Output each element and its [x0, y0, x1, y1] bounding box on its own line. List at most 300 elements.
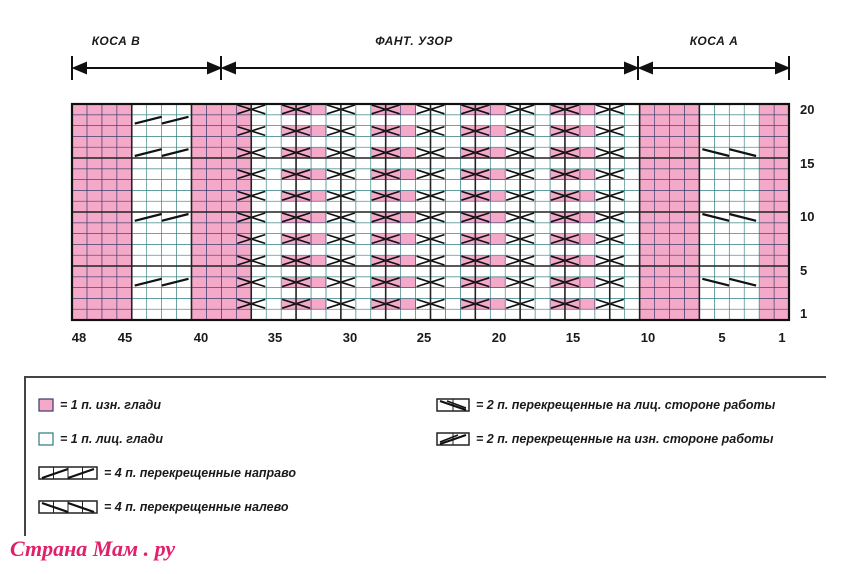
stitch-cell: [87, 169, 102, 180]
stitch-cell: [192, 266, 207, 277]
stitch-cell: [535, 266, 550, 277]
stitch-cell: [206, 136, 221, 147]
stitch-cell: [266, 255, 281, 266]
stitch-cell: [326, 115, 341, 126]
stitch-cell: [505, 309, 520, 320]
stitch-cell: [535, 115, 550, 126]
stitch-cell: [206, 158, 221, 169]
stitch-cell: [655, 288, 670, 299]
stitch-cell: [505, 223, 520, 234]
stitch-cell: [475, 115, 490, 126]
stitch-cell: [640, 180, 655, 191]
stitch-cell: [580, 309, 595, 320]
stitch-cell: [162, 298, 177, 309]
stitch-cell: [565, 158, 580, 169]
stitch-cell: [535, 298, 550, 309]
stitch-cell: [386, 115, 401, 126]
stitch-cell: [72, 212, 87, 223]
stitch-cell: [132, 126, 147, 137]
stitch-cell: [117, 158, 132, 169]
stitch-cell: [221, 104, 236, 115]
stitch-cell: [162, 266, 177, 277]
stitch-cell: [72, 234, 87, 245]
stitch-cell: [386, 158, 401, 169]
stitch-cell: [445, 255, 460, 266]
stitch-cell: [625, 169, 640, 180]
stitch-cell: [87, 201, 102, 212]
stitch-cell: [490, 190, 505, 201]
stitch-cell: [147, 309, 162, 320]
stitch-cell: [640, 158, 655, 169]
stitch-cell: [625, 201, 640, 212]
stitch-cell: [774, 309, 789, 320]
stitch-cell: [625, 234, 640, 245]
cross4-right-icon: [38, 466, 98, 480]
stitch-cell: [625, 126, 640, 137]
stitch-cell: [490, 201, 505, 212]
stitch-cell: [655, 180, 670, 191]
stitch-cell: [162, 180, 177, 191]
stitch-cell: [132, 201, 147, 212]
stitch-cell: [72, 266, 87, 277]
stitch-cell: [102, 104, 117, 115]
stitch-cell: [595, 136, 610, 147]
stitch-cell: [714, 169, 729, 180]
stitch-cell: [445, 244, 460, 255]
stitch-cell: [236, 136, 251, 147]
stitch-cell: [192, 298, 207, 309]
stitch-cell: [87, 126, 102, 137]
stitch-cell: [640, 115, 655, 126]
stitch-cell: [699, 298, 714, 309]
stitch-cell: [401, 115, 416, 126]
stitch-cell: [281, 180, 296, 191]
stitch-cell: [192, 180, 207, 191]
stitch-cell: [490, 115, 505, 126]
stitch-cell: [266, 288, 281, 299]
stitch-cell: [72, 223, 87, 234]
stitch-cell: [162, 244, 177, 255]
stitch-cell: [684, 147, 699, 158]
stitch-cell: [102, 277, 117, 288]
stitch-cell: [460, 201, 475, 212]
stitch-cell: [311, 298, 326, 309]
stitch-cell: [535, 126, 550, 137]
col-label-10: 10: [640, 330, 656, 345]
stitch-cell: [714, 255, 729, 266]
stitch-cell: [236, 223, 251, 234]
stitch-cell: [72, 180, 87, 191]
stitch-cell: [266, 180, 281, 191]
stitch-cell: [192, 115, 207, 126]
stitch-cell: [147, 288, 162, 299]
stitch-cell: [311, 309, 326, 320]
stitch-cell: [655, 277, 670, 288]
stitch-cell: [475, 266, 490, 277]
stitch-cell: [460, 136, 475, 147]
stitch-cell: [311, 255, 326, 266]
stitch-cell: [162, 201, 177, 212]
stitch-cell: [445, 277, 460, 288]
stitch-cell: [266, 309, 281, 320]
stitch-cell: [670, 104, 685, 115]
stitch-cell: [311, 104, 326, 115]
stitch-cell: [774, 234, 789, 245]
stitch-cell: [132, 288, 147, 299]
stitch-cell: [535, 212, 550, 223]
stitch-cell: [580, 277, 595, 288]
stitch-cell: [117, 104, 132, 115]
stitch-cell: [356, 104, 371, 115]
stitch-cell: [640, 309, 655, 320]
stitch-cell: [774, 158, 789, 169]
stitch-cell: [147, 234, 162, 245]
stitch-cell: [714, 104, 729, 115]
stitch-cell: [580, 255, 595, 266]
stitch-cell: [670, 223, 685, 234]
stitch-cell: [386, 136, 401, 147]
stitch-cell: [655, 190, 670, 201]
stitch-cell: [147, 180, 162, 191]
stitch-cell: [311, 169, 326, 180]
stitch-cell: [565, 201, 580, 212]
stitch-cell: [684, 190, 699, 201]
stitch-cell: [87, 309, 102, 320]
stitch-cell: [580, 180, 595, 191]
stitch-cell: [72, 115, 87, 126]
stitch-cell: [117, 298, 132, 309]
col-label-45: 45: [117, 330, 133, 345]
stitch-cell: [177, 169, 192, 180]
stitch-cell: [655, 147, 670, 158]
stitch-cell: [341, 309, 356, 320]
stitch-cell: [445, 190, 460, 201]
stitch-cell: [102, 180, 117, 191]
stitch-cell: [311, 126, 326, 137]
stitch-cell: [251, 288, 266, 299]
stitch-cell: [655, 298, 670, 309]
stitch-cell: [475, 136, 490, 147]
stitch-cell: [670, 309, 685, 320]
stitch-cell: [281, 158, 296, 169]
stitch-cell: [117, 126, 132, 137]
stitch-cell: [341, 180, 356, 191]
stitch-cell: [759, 223, 774, 234]
stitch-cell: [281, 266, 296, 277]
stitch-cell: [535, 180, 550, 191]
stitch-cell: [714, 136, 729, 147]
stitch-cell: [655, 169, 670, 180]
stitch-cell: [640, 244, 655, 255]
stitch-cell: [401, 126, 416, 137]
stitch-cell: [356, 136, 371, 147]
stitch-cell: [744, 234, 759, 245]
stitch-cell: [177, 288, 192, 299]
stitch-cell: [744, 158, 759, 169]
stitch-cell: [744, 255, 759, 266]
stitch-cell: [714, 234, 729, 245]
stitch-cell: [475, 288, 490, 299]
stitch-cell: [162, 169, 177, 180]
stitch-cell: [684, 180, 699, 191]
stitch-cell: [117, 201, 132, 212]
stitch-cell: [162, 158, 177, 169]
stitch-cell: [505, 201, 520, 212]
stitch-cell: [162, 136, 177, 147]
stitch-cell: [102, 288, 117, 299]
stitch-cell: [192, 169, 207, 180]
stitch-cell: [490, 277, 505, 288]
stitch-cell: [356, 212, 371, 223]
stitch-cell: [206, 266, 221, 277]
stitch-cell: [729, 266, 744, 277]
stitch-cell: [206, 234, 221, 245]
stitch-cell: [147, 158, 162, 169]
stitch-cell: [311, 136, 326, 147]
stitch-cell: [774, 298, 789, 309]
stitch-cell: [386, 266, 401, 277]
stitch-cell: [640, 298, 655, 309]
stitch-cell: [72, 126, 87, 137]
stitch-cell: [580, 288, 595, 299]
stitch-cell: [251, 180, 266, 191]
stitch-cell: [550, 309, 565, 320]
stitch-cell: [490, 169, 505, 180]
stitch-cell: [699, 309, 714, 320]
stitch-cell: [401, 223, 416, 234]
stitch-cell: [774, 136, 789, 147]
stitch-cell: [580, 234, 595, 245]
stitch-cell: [625, 104, 640, 115]
stitch-cell: [595, 201, 610, 212]
stitch-cell: [699, 104, 714, 115]
stitch-cell: [371, 115, 386, 126]
stitch-cell: [640, 147, 655, 158]
stitch-cell: [236, 158, 251, 169]
stitch-cell: [610, 244, 625, 255]
stitch-cell: [177, 244, 192, 255]
stitch-cell: [445, 298, 460, 309]
stitch-cell: [670, 115, 685, 126]
stitch-cell: [729, 136, 744, 147]
stitch-cell: [117, 255, 132, 266]
stitch-cell: [221, 115, 236, 126]
stitch-cell: [341, 158, 356, 169]
stitch-cell: [206, 104, 221, 115]
stitch-cell: [236, 115, 251, 126]
stitch-cell: [221, 212, 236, 223]
stitch-cell: [595, 288, 610, 299]
stitch-cell: [535, 223, 550, 234]
stitch-cell: [535, 104, 550, 115]
stitch-cell: [670, 180, 685, 191]
stitch-cell: [117, 244, 132, 255]
stitch-cell: [550, 288, 565, 299]
stitch-cell: [565, 309, 580, 320]
stitch-cell: [565, 115, 580, 126]
legend-item-knit: [38, 432, 163, 446]
stitch-cell: [655, 212, 670, 223]
stitch-cell: [490, 234, 505, 245]
stitch-cell: [206, 255, 221, 266]
stitch-cell: [759, 201, 774, 212]
stitch-cell: [610, 158, 625, 169]
stitch-cell: [87, 104, 102, 115]
stitch-cell: [684, 288, 699, 299]
col-label-40: 40: [193, 330, 209, 345]
stitch-cell: [729, 244, 744, 255]
stitch-cell: [87, 115, 102, 126]
stitch-cell: [475, 309, 490, 320]
stitch-cell: [311, 201, 326, 212]
stitch-cell: [72, 158, 87, 169]
stitch-cell: [326, 244, 341, 255]
stitch-cell: [311, 244, 326, 255]
stitch-cell: [445, 266, 460, 277]
stitch-cell: [147, 266, 162, 277]
stitch-cell: [386, 180, 401, 191]
stitch-cell: [177, 126, 192, 137]
stitch-cell: [714, 223, 729, 234]
stitch-cell: [699, 288, 714, 299]
watermark-logo: Страна Мам . ру: [10, 536, 176, 561]
stitch-cell: [87, 277, 102, 288]
stitch-cell: [192, 309, 207, 320]
stitch-cell: [192, 288, 207, 299]
stitch-cell: [177, 201, 192, 212]
stitch-cell: [699, 234, 714, 245]
stitch-cell: [714, 126, 729, 137]
stitch-cell: [266, 298, 281, 309]
stitch-cell: [759, 126, 774, 137]
stitch-cell: [236, 266, 251, 277]
stitch-cell: [386, 309, 401, 320]
stitch-cell: [729, 169, 744, 180]
stitch-cell: [221, 136, 236, 147]
stitch-cell: [326, 266, 341, 277]
stitch-cell: [460, 180, 475, 191]
stitch-cell: [401, 169, 416, 180]
stitch-cell: [132, 190, 147, 201]
stitch-cell: [655, 234, 670, 245]
stitch-cell: [431, 309, 446, 320]
stitch-cell: [371, 180, 386, 191]
stitch-cell: [684, 298, 699, 309]
stitch-cell: [416, 180, 431, 191]
stitch-cell: [759, 288, 774, 299]
stitch-cell: [550, 136, 565, 147]
stitch-cell: [87, 255, 102, 266]
stitch-cell: [580, 136, 595, 147]
stitch-cell: [445, 201, 460, 212]
stitch-cell: [251, 309, 266, 320]
stitch-cell: [266, 169, 281, 180]
stitch-cell: [87, 223, 102, 234]
stitch-cell: [266, 147, 281, 158]
stitch-cell: [759, 115, 774, 126]
stitch-cell: [774, 255, 789, 266]
stitch-cell: [266, 201, 281, 212]
stitch-cell: [311, 180, 326, 191]
stitch-cell: [744, 309, 759, 320]
stitch-cell: [565, 244, 580, 255]
stitch-cell: [356, 234, 371, 245]
stitch-cell: [729, 104, 744, 115]
stitch-cell: [520, 201, 535, 212]
stitch-cell: [296, 136, 311, 147]
legend-label-cross2-right-side: = 2 п. перекрещенные на лиц. стороне работы: [476, 398, 776, 412]
stitch-cell: [72, 104, 87, 115]
stitch-cell: [445, 115, 460, 126]
stitch-cell: [655, 201, 670, 212]
section-label-kosa-a: КОСА А: [689, 34, 739, 48]
stitch-cell: [266, 104, 281, 115]
stitch-cell: [640, 234, 655, 245]
stitch-cell: [147, 255, 162, 266]
stitch-cell: [117, 212, 132, 223]
stitch-cell: [401, 234, 416, 245]
stitch-cell: [177, 309, 192, 320]
stitch-cell: [251, 201, 266, 212]
stitch-cell: [132, 255, 147, 266]
stitch-cell: [640, 136, 655, 147]
cross2-right-side-icon: [436, 398, 470, 412]
stitch-cell: [117, 115, 132, 126]
cross4-left-icon: [38, 500, 98, 514]
stitch-cell: [117, 234, 132, 245]
stitch-cell: [445, 212, 460, 223]
stitch-cell: [356, 244, 371, 255]
stitch-cell: [565, 288, 580, 299]
stitch-cell: [729, 255, 744, 266]
stitch-cell: [356, 255, 371, 266]
stitch-cell: [431, 288, 446, 299]
stitch-cell: [744, 115, 759, 126]
stitch-cell: [535, 255, 550, 266]
stitch-cell: [401, 201, 416, 212]
stitch-cell: [520, 136, 535, 147]
stitch-cell: [266, 223, 281, 234]
stitch-cell: [684, 223, 699, 234]
legend-label-cross2-wrong-side: = 2 п. перекрещенные на изн. стороне работы: [476, 432, 774, 446]
stitch-cell: [401, 136, 416, 147]
stitch-cell: [580, 115, 595, 126]
stitch-cell: [281, 223, 296, 234]
stitch-cell: [266, 266, 281, 277]
col-label-1: 1: [778, 330, 786, 345]
stitch-cell: [580, 201, 595, 212]
stitch-cell: [625, 266, 640, 277]
stitch-cell: [610, 309, 625, 320]
stitch-cell: [281, 288, 296, 299]
row-label-1: 1: [800, 306, 808, 321]
stitch-cell: [729, 126, 744, 137]
stitch-cell: [401, 212, 416, 223]
stitch-cell: [311, 223, 326, 234]
stitch-cell: [162, 234, 177, 245]
stitch-cell: [401, 104, 416, 115]
stitch-cell: [550, 201, 565, 212]
stitch-cell: [72, 288, 87, 299]
stitch-cell: [714, 201, 729, 212]
stitch-cell: [221, 277, 236, 288]
stitch-cell: [520, 180, 535, 191]
stitch-cell: [147, 223, 162, 234]
stitch-cell: [774, 288, 789, 299]
stitch-cell: [565, 180, 580, 191]
stitch-cell: [684, 201, 699, 212]
stitch-cell: [206, 201, 221, 212]
